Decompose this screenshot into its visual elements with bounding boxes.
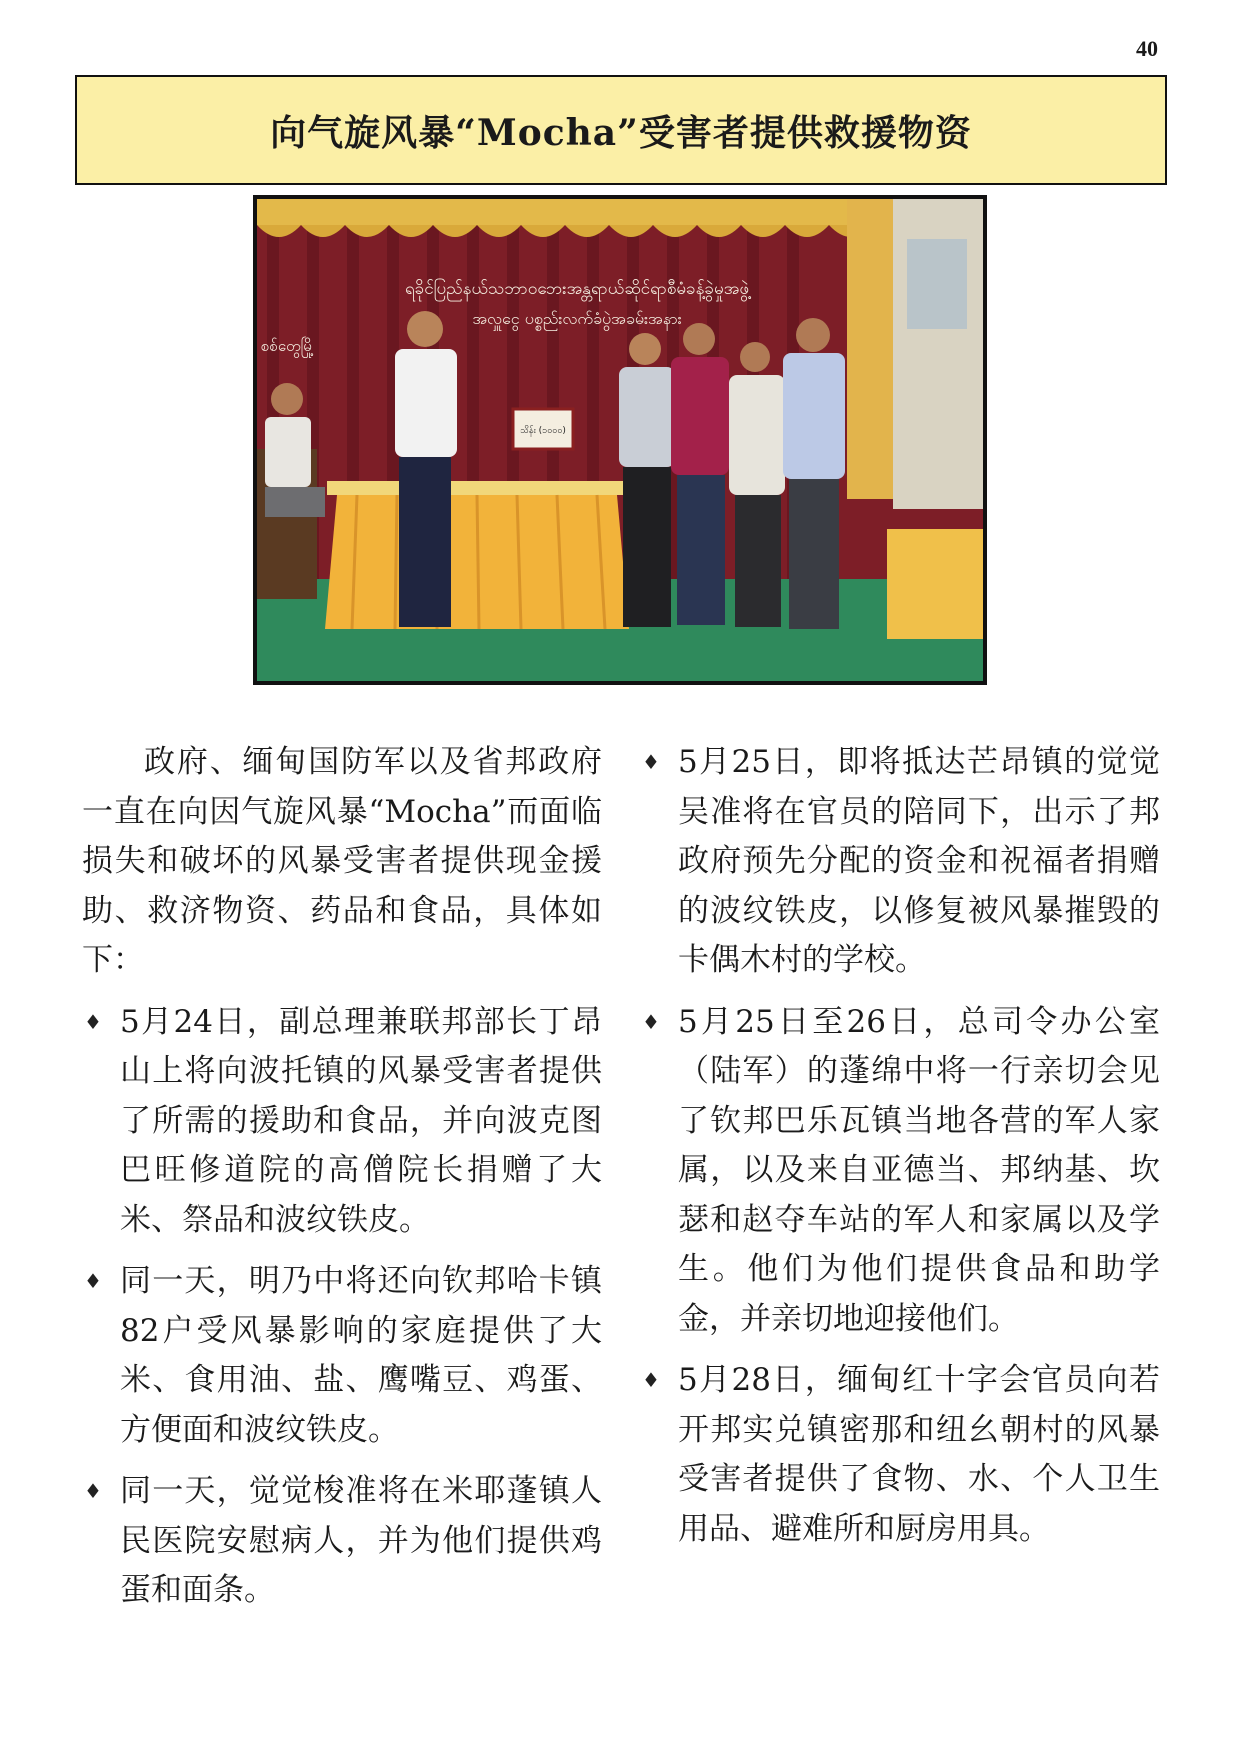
donation-box-label: သိန်း (၁၀၀၀): [520, 426, 566, 436]
left-column: [82, 738, 602, 1628]
banner-text-line1: ရခိုင်ပြည်နယ်သဘာဝဘေးအန္တရာယ်ဆိုင်ရာစီမံခန့်ခွဲမှုအဖွဲ့: [404, 279, 750, 299]
diamond-bullet-icon: ♦: [642, 1368, 660, 1392]
list-item: [82, 1467, 602, 1616]
list-item: [640, 1356, 1160, 1554]
list-item-text: 5月25日至26日，总司令办公室（陆军）的蓬绵中将一行亲切会见了钦邦巴乐瓦镇当地各营的军人家属，以及来自亚德当、邦纳基、坎瑟和赵夺车站的军人和家属以及学生。他们为他们提供食品和助学金，并亲切地迎接他们。: [678, 1003, 1160, 1337]
list-item: [82, 1257, 602, 1455]
donation-ceremony-illustration: [257, 199, 983, 681]
banner-text-line2: အလှူငွေ ပစ္စည်းလက်ခံပွဲအခမ်းအနား: [472, 309, 682, 328]
list-item: [640, 738, 1160, 986]
intro-paragraph: 政府、缅甸国防军以及省邦政府一直在向因气旋风暴“Mocha”而面临损失和破坏的风暴受害者提供现金援助、救济物资、药品和食品，具体如下：: [82, 744, 602, 978]
page-number: 40: [1136, 36, 1158, 61]
list-item: [640, 998, 1160, 1345]
list-item: [82, 998, 602, 1246]
article-photo: [253, 195, 987, 685]
article-title: 向气旋风暴“Mocha”受害者提供救援物资: [270, 111, 972, 154]
list-item-text: 5月24日，副总理兼联邦部长丁昂山上将向波托镇的风暴受害者提供了所需的援助和食品，并向波克图巴旺修道院的高僧院长捐赠了大米、祭品和波纹铁皮。: [120, 1003, 602, 1238]
diamond-bullet-icon: ♦: [84, 1009, 102, 1034]
title-banner: [75, 75, 1167, 185]
diamond-bullet-icon: ♦: [642, 750, 660, 774]
banner-text-left: စစ်တွေမြို့: [261, 337, 315, 355]
list-item-text: 同一天，明乃中将还向钦邦哈卡镇82户受风暴影响的家庭提供了大米、食用油、盐、鹰嘴豆、鸡蛋、方便面和波纹铁皮。: [120, 1263, 602, 1448]
list-item-text: 5月25日，即将抵达芒昂镇的觉觉吴准将在官员的陪同下，出示了邦政府预先分配的资金和祝福者捐赠的波纹铁皮，以修复被风暴摧毁的卡偶木村的学校。: [678, 744, 1160, 978]
right-column: [640, 738, 1160, 1566]
diamond-bullet-icon: ♦: [84, 1269, 102, 1293]
list-item-text: 同一天，觉觉梭准将在米耶蓬镇人民医院安慰病人，并为他们提供鸡蛋和面条。: [120, 1473, 602, 1608]
list-item-text: 5月28日，缅甸红十字会官员向若开邦实兑镇密那和纽幺朝村的风暴受害者提供了食物、水、个人卫生用品、避难所和厨房用具。: [678, 1362, 1160, 1547]
diamond-bullet-icon: ♦: [642, 1009, 660, 1034]
diamond-bullet-icon: ♦: [84, 1479, 102, 1503]
